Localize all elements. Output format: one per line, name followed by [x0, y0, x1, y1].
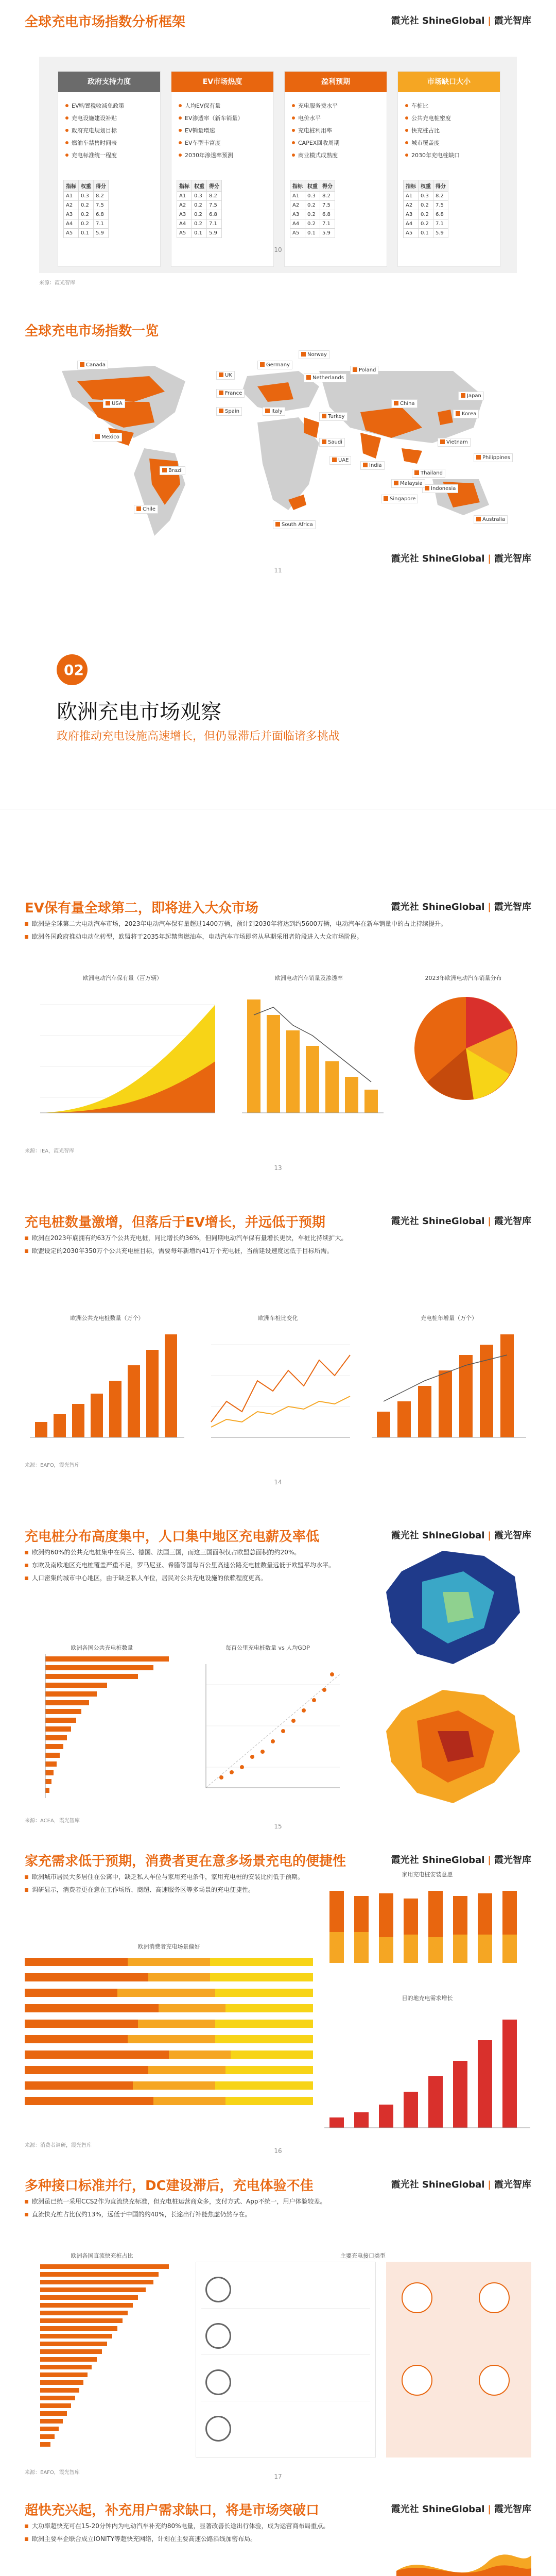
section-home-charging: [0, 1839, 556, 2159]
destination-demand-columns: [324, 2004, 530, 2138]
card-item: 充电设施建设补贴: [65, 112, 155, 124]
bullet: 大功率超快充可在15-20分钟内为电动汽车补充约80%电量，显著改善长途出行体验，成为运营商布局重点。: [25, 2521, 386, 2531]
card-item: 电价水平: [292, 112, 381, 124]
flag-label: Norway: [299, 350, 329, 359]
connector-icon: [205, 2416, 231, 2442]
ev-sales-bar-chart: [232, 984, 386, 1128]
brand-logo: 霞光社 ShineGlobal | 霞光智库: [391, 553, 531, 564]
chart-title: 每百公里充电桩数量 vs 人均GDP: [225, 1645, 310, 1651]
chart-title: 欧洲各国公共充电桩数量: [71, 1645, 133, 1651]
weight-table: 指标 权重 得分 A1 0.3 8.2 A2 0.2 7.5 A3 0.2 6.8 A4 0.2 7.1 A5 0.1 5.9: [290, 180, 335, 238]
flag-label: Brazil: [160, 466, 185, 475]
flag-label: Canada: [77, 361, 108, 369]
card-item: EV渗透率（新车销量）: [179, 112, 268, 124]
connector-row: [201, 2319, 370, 2355]
home-install-stacked-columns: [324, 1880, 530, 1973]
connector-icon: [205, 2369, 231, 2395]
card-item: 充电服务费水平: [292, 99, 381, 112]
framework-card-profit: [284, 71, 387, 267]
bullet: 欧洲是全球第二大电动汽车市场，2023年电动汽车保有量超过1400万辆，预计到2030年将达到约5600万辆，电动汽车在新车销量中的占比持续提升。: [25, 919, 531, 929]
section-chargers: [0, 1200, 556, 1499]
page-number: 14: [274, 1479, 282, 1486]
card-item: 充电桩利用率: [292, 124, 381, 137]
card-header: 市场缺口大小: [398, 72, 500, 92]
page-number: 16: [274, 2147, 282, 2155]
bullet: 欧洲虽已统一采用CCS2作为直流快充标准，但充电桩运营商众多，支付方式、App不统一，用户体验较差。: [25, 2197, 531, 2207]
card-item: 充电标准统一程度: [65, 149, 155, 161]
card-item: 城市覆盖度: [405, 137, 495, 149]
chart-title: 欧洲电动汽车保有量（百万辆）: [83, 975, 162, 981]
section-map: [0, 309, 556, 577]
car-charger-ratio-line: [201, 1324, 355, 1448]
section-title: 充电桩分布高度集中，人口集中地区充电薪及率低: [25, 1529, 320, 1545]
charger-icon: [402, 2282, 432, 2313]
framework-panel: [39, 57, 517, 273]
bullet-list: [25, 919, 531, 945]
charger-icon: [402, 2365, 432, 2396]
section-connectors: [0, 2164, 556, 2483]
brand-logo: 霞光社 ShineGlobal | 霞光智库: [391, 1216, 531, 1227]
europe-density-map-bottom: [371, 1680, 535, 1814]
source-note: 来源：EAFO，霞光智库: [25, 1463, 80, 1468]
card-item: 政府充电规划目标: [65, 124, 155, 137]
section-framework: [0, 0, 556, 289]
weight-table: 指标 权重 得分 A1 0.3 8.2 A2 0.2 7.5 A3 0.2 6.8 A4 0.2 7.1 A5 0.1 5.9: [177, 180, 222, 238]
flag-label: UK: [216, 371, 235, 380]
chart-title: 欧洲消费者充电场景偏好: [137, 1943, 200, 1950]
charger-type-panel: [386, 2262, 531, 2458]
source-note: 来源：霞光智库: [39, 280, 75, 286]
bullet: 欧洲主要车企联合成立IONITY等超快充网络，计划在主要高速公路沿线加密布局。: [25, 2534, 386, 2544]
flag-labels: [31, 350, 525, 546]
connector-icon: [205, 2277, 231, 2302]
card-item: 公共充电桩密度: [405, 112, 495, 124]
section-ultra-fast: [0, 2488, 556, 2576]
section-title: 全球充电市场指数一览: [25, 324, 159, 339]
flag-label: Netherlands: [304, 374, 346, 382]
bullet: 欧洲在2023年底拥有约63万个公共充电桩，同比增长约36%，但同期电动汽车保有量增长更快，车桩比持续扩大。: [25, 1233, 531, 1243]
chart-title: 欧洲电动汽车销量及渗透率: [275, 975, 343, 981]
connector-icon: [205, 2323, 231, 2349]
flag-label: Australia: [474, 515, 508, 524]
card-item: 2030年充电桩缺口: [405, 149, 495, 161]
streamgraph: [396, 2519, 531, 2576]
brand-logo: 霞光社 ShineGlobal | 霞光智库: [391, 1855, 531, 1866]
chart-title: 目的地充电需求增长: [402, 1995, 453, 2002]
flag-label: Germany: [257, 361, 292, 369]
flag-label: Italy: [263, 407, 285, 416]
flag-label: France: [216, 389, 245, 398]
charger-increment-bar: [367, 1324, 531, 1448]
chart-title: 2023年欧洲电动汽车销量分布: [425, 975, 502, 981]
scenario-stacked-bars: [25, 1953, 313, 2138]
source-note: 来源：IEA，霞光智库: [25, 1148, 75, 1154]
bullet-list: [25, 2197, 531, 2223]
brand-logo: 霞光社 ShineGlobal | 霞光智库: [391, 2179, 531, 2190]
card-item: CAPEX回收周期: [292, 137, 381, 149]
connector-row: [201, 2365, 370, 2401]
flag-label: Malaysia: [391, 479, 425, 488]
section-ev-stock: [0, 886, 556, 1185]
flag-label: China: [391, 399, 418, 408]
card-header: 盈利预期: [285, 72, 387, 92]
card-item: 车桩比: [405, 99, 495, 112]
bullet: 东欧及南欧地区充电桩覆盖严重不足，罗马尼亚、希腊等国每百公里高速公路充电桩数量远低于欧盟平均水平。: [25, 1561, 360, 1570]
charger-icon: [479, 2365, 510, 2396]
weight-table: 指标 权重 得分 A1 0.3 8.2 A2 0.2 7.5 A3 0.2 6.8 A4 0.2 7.1 A5 0.1 5.9: [403, 180, 448, 238]
streamgraph-panel: [396, 2519, 531, 2576]
flag-label: South Africa: [273, 520, 316, 529]
brand-logo: 霞光社 ShineGlobal | 霞光智库: [391, 902, 531, 912]
flag-label: India: [360, 461, 385, 470]
flag-label: Indonesia: [422, 484, 458, 493]
section-title: 超快充兴起，补充用户需求缺口，将是市场突破口: [25, 2503, 320, 2518]
connector-row: [201, 2412, 370, 2448]
flag-label: Saudi: [319, 438, 345, 447]
connector-row: [201, 2273, 370, 2309]
bullet: 欧洲各国政府推动电动化转型，欧盟将于2035年起禁售燃油车，电动汽车市场即将从早期采用者阶段进入大众市场阶段。: [25, 932, 531, 942]
section-title: 全球充电市场指数分析框架: [25, 14, 186, 30]
card-item: 燃油车禁售时间表: [65, 137, 155, 149]
ev-stock-area-chart: [25, 984, 220, 1128]
page-number: 11: [274, 567, 282, 574]
chart-title: 充电桩年增量（万个）: [421, 1315, 477, 1321]
card-item: 人均EV保有量: [179, 99, 268, 112]
bullet-list: [25, 1548, 360, 1586]
source-note: 来源：EAFO，霞光智库: [25, 2470, 80, 2476]
card-header: 政府支持力度: [58, 72, 160, 92]
source-note: 来源：消费者调研，霞光智库: [25, 2143, 92, 2148]
bullet: 直流快充桩占比仅约13%，远低于中国的约40%，长途出行补能焦虑仍然存在。: [25, 2210, 531, 2219]
page-number: 17: [274, 2473, 282, 2480]
section-title: 家充需求低于预期，消费者更在意多场景充电的便捷性: [25, 1854, 346, 1869]
bullet-list: [25, 1233, 531, 1259]
framework-card-gov: [58, 71, 161, 267]
flag-label: Singapore: [381, 495, 418, 503]
flag-label: Chile: [134, 505, 158, 514]
brand-logo: 霞光社 ShineGlobal | 霞光智库: [391, 15, 531, 26]
page-number: 10: [274, 246, 282, 253]
chart-title: 欧洲各国直流快充桩占比: [71, 2252, 133, 2259]
chargers-bar-chart: [25, 1324, 189, 1448]
density-gdp-scatter: [190, 1654, 345, 1808]
bullet: 欧盟设定的2030年350万个公共充电桩目标，需要每年新增约41万个充电桩，当前建设速度远低于目标所需。: [25, 1246, 531, 1256]
flag-label: Turkey: [319, 412, 348, 421]
flag-label: Japan: [458, 392, 484, 400]
page-number: 15: [274, 1823, 282, 1830]
bullet-list: [25, 1872, 335, 1898]
bullet: 调研显示，消费者更在意在工作场所、商超、高速服务区等多场景的充电便捷性。: [25, 1885, 335, 1895]
country-chargers-hbar: [25, 1654, 179, 1808]
brand-logo: 霞光社 ShineGlobal | 霞光智库: [391, 1530, 531, 1541]
card-item: 快充桩占比: [405, 124, 495, 137]
card-item: EV销量增速: [179, 124, 268, 137]
card-item: EV购置税收减免政策: [65, 99, 155, 112]
chart-title: 主要充电接口类型: [340, 2252, 386, 2259]
weight-table: 指标 权重 得分 A1 0.3 8.2 A2 0.2 7.5 A3 0.2 6.8 A4 0.2 7.1 A5 0.1 5.9: [63, 180, 109, 238]
flag-label: Mexico: [93, 433, 122, 442]
card-item: EV车型丰富度: [179, 137, 268, 149]
chapter-subtitle: 政府推动充电设施高速增长，但仍显滞后并面临诸多挑战: [57, 730, 340, 743]
page-number: 13: [274, 1164, 282, 1172]
bullet: 人口密集的城市中心地区，由于缺乏私人车位，居民对公共充电设施的依赖程度更高。: [25, 1573, 360, 1583]
flag-label: Thailand: [412, 469, 445, 478]
chart-title: 欧洲车桩比变化: [258, 1315, 298, 1321]
chapter-title: 欧洲充电市场观察: [57, 700, 221, 724]
brand-logo: 霞光社 ShineGlobal | 霞光智库: [391, 2504, 531, 2515]
bullet: 欧洲约60%的公共充电桩集中在荷兰、德国、法国三国，而这三国面积仅占欧盟总面积的约20%。: [25, 1548, 360, 1557]
card-header: EV市场热度: [171, 72, 273, 92]
europe-density-map-top: [371, 1540, 535, 1674]
bullet: 欧洲城市居民大多居住在公寓中，缺乏私人车位与家用充电条件，家用充电桩的安装比例低于预期。: [25, 1872, 335, 1882]
flag-label: UAE: [329, 456, 351, 465]
chart-title: 欧洲公共充电桩数量（万个）: [70, 1315, 144, 1321]
dc-share-hbar: [25, 2262, 179, 2463]
flag-label: USA: [103, 399, 125, 408]
bullet-list: [25, 2521, 386, 2547]
card-item: 商业模式成熟度: [292, 149, 381, 161]
flag-label: Spain: [216, 407, 242, 416]
ev-distribution-pie: [407, 989, 525, 1108]
charger-icon: [479, 2282, 510, 2313]
framework-card-gap: [397, 71, 500, 267]
flag-label: Korea: [453, 410, 479, 418]
section-title: EV保有量全球第二，即将进入大众市场: [25, 901, 258, 916]
flag-label: Vietnam: [438, 438, 471, 447]
section-chapter: [0, 592, 556, 850]
section-distribution: [0, 1515, 556, 1834]
source-note: 来源：ACEA，霞光智库: [25, 1818, 80, 1824]
framework-card-ev: [171, 71, 274, 267]
flag-label: Philippines: [474, 453, 513, 462]
section-title: 多种接口标准并行，DC建设滞后，充电体验不佳: [25, 2178, 314, 2194]
chart-title: 家用充电桩安装意愿: [402, 1871, 453, 1878]
chapter-number: 02: [64, 662, 84, 679]
section-title: 充电桩数量激增，但落后于EV增长，并远低于预期: [25, 1215, 325, 1230]
flag-label: Poland: [350, 366, 378, 375]
card-item: 2030年渗透率预测: [179, 149, 268, 161]
connector-table-panel: [196, 2262, 376, 2458]
